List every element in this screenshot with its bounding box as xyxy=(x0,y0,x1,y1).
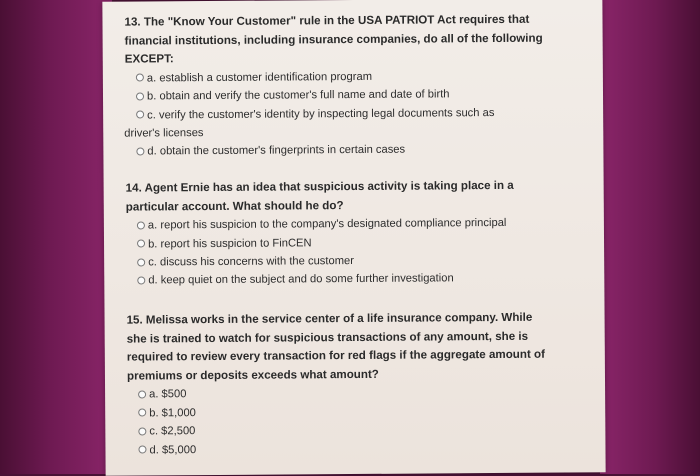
radio-button[interactable] xyxy=(138,409,146,417)
option-label: c. $2,500 xyxy=(149,425,196,438)
radio-button[interactable] xyxy=(136,147,144,155)
radio-button[interactable] xyxy=(138,427,146,435)
radio-button[interactable] xyxy=(138,390,146,398)
background-right xyxy=(600,0,700,474)
radio-button[interactable] xyxy=(137,240,145,248)
option-label: c. discuss his concerns with the customer xyxy=(148,255,355,269)
paper-sheet xyxy=(102,0,605,476)
option-d[interactable] xyxy=(138,438,601,460)
question-text: 14. Agent Ernie has an idea that suspicious activity is taking place in a particular account. What should he do? xyxy=(125,178,514,214)
option-label: d. keep quiet on the subject and do some further investigation xyxy=(148,272,454,287)
question-text: 13. The "Know Your Customer" rule in the USA PATRIOT Act requires that financial institutions, including insurance companies, do all of the following EXCEPT: xyxy=(124,12,543,66)
radio-button[interactable] xyxy=(136,74,144,82)
option-label: d. obtain the customer's fingerprints in certain cases xyxy=(147,144,406,158)
option-label-continuation: driver's licenses xyxy=(124,127,204,140)
answer-options xyxy=(138,383,602,460)
answer-options xyxy=(137,213,597,290)
question-14 xyxy=(126,176,597,290)
radio-button[interactable] xyxy=(136,92,144,100)
radio-button[interactable] xyxy=(137,276,145,284)
radio-button[interactable] xyxy=(137,258,145,266)
option-label: a. establish a customer identification program xyxy=(146,70,373,85)
question-13 xyxy=(124,10,595,161)
question-text: 15. Melissa works in the service center of a life insurance company. While she is trained to watch for suspicious transactions of any amount, she is required to review every transaction for red flags if the aggregate amount of premiums or deposits exceeds what amount? xyxy=(126,310,545,383)
option-label: b. $1,000 xyxy=(149,406,196,420)
option-d[interactable] xyxy=(136,140,595,162)
radio-button[interactable] xyxy=(138,446,146,454)
option-label: a. report his suspicion to the company's designated compliance principal xyxy=(147,217,507,232)
option-label: d. $5,000 xyxy=(149,443,197,457)
radio-button[interactable] xyxy=(137,221,145,229)
option-label: c. verify the customer's identity by inspecting legal documents such as xyxy=(147,106,495,122)
option-label: b. obtain and verify the customer's full name and date of birth xyxy=(146,88,450,103)
option-label: b. report his suspicion to FinCEN xyxy=(148,236,312,251)
question-15 xyxy=(127,308,602,459)
answer-options xyxy=(124,66,596,161)
background-left xyxy=(0,0,112,474)
option-d[interactable] xyxy=(137,269,596,291)
option-label: a. $500 xyxy=(149,388,187,401)
radio-button[interactable] xyxy=(136,111,144,119)
